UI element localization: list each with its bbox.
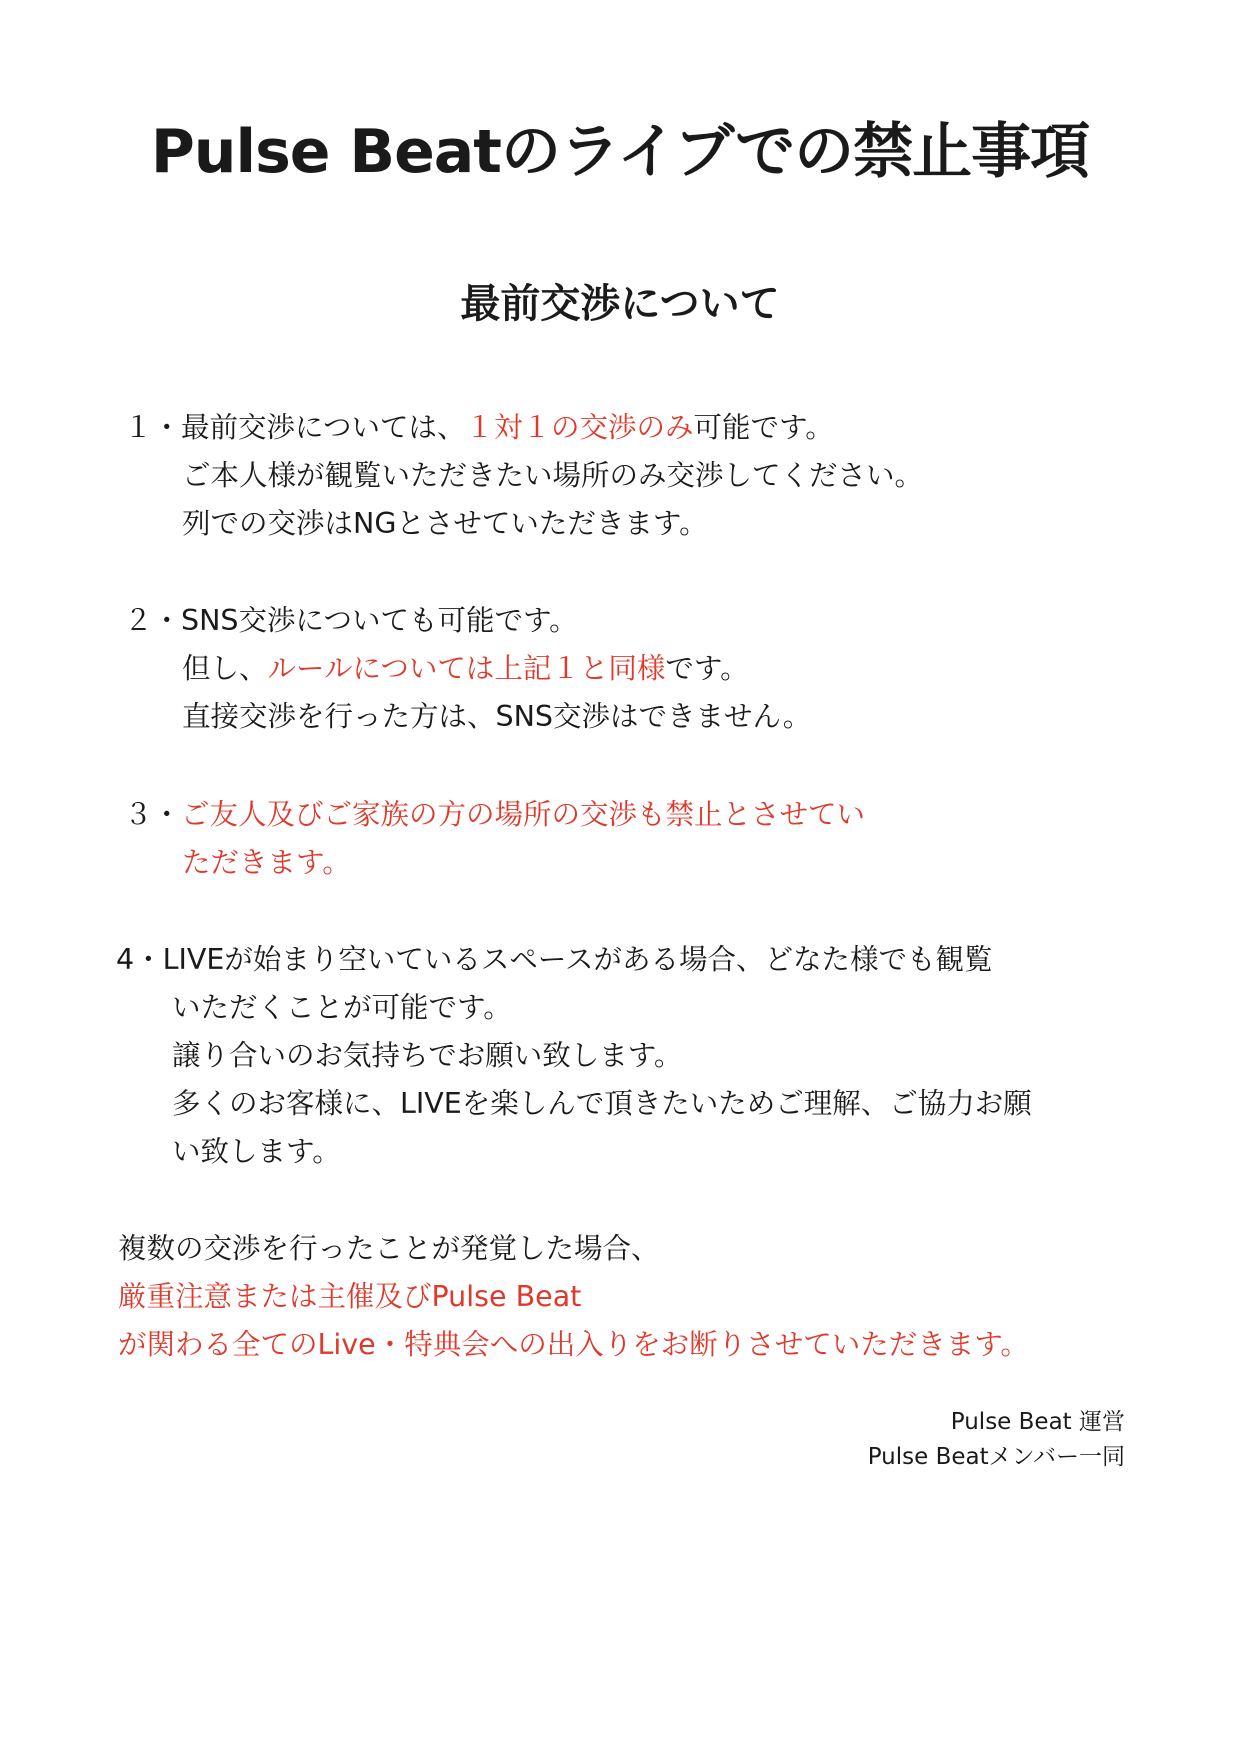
rule-item-3-line-2: ただきます。 [182,846,351,879]
rule-item-1-line-3: 列での交渉はNGとさせていただきます。 [182,507,708,540]
rule-item-4-line-1 [116,940,993,980]
rule-item-2-line-2 [182,649,749,689]
rule-highlight: １対１の交渉のみ [465,411,694,444]
rule-text: LIVEが始まり空いているスペースがある場合、どなた様でも観覧 [162,943,993,976]
rule-number: ３・ [124,798,182,831]
rule-item-4-line-5: い致します。 [172,1135,341,1168]
rule-item-2-line-1 [124,601,578,641]
closing-line-1: 複数の交渉を行ったことが発覚した場合、 [118,1232,660,1265]
page-title: Pulse Beatのライブでの禁止事項 [150,117,1090,187]
rule-number: ２・ [124,604,182,637]
rule-text: 但し、 [182,652,268,685]
rule-highlight: ご友人及びご家族の方の場所の交渉も禁止とさせてい [181,798,866,831]
rule-highlight: ルールについては上記１と同様 [267,652,666,685]
rule-number: 4・ [116,943,163,976]
rule-item-1-line-1 [124,408,834,448]
signature-line-1: Pulse Beat 運営 [950,1409,1125,1435]
section-heading: 最前交渉について [460,281,780,327]
signature-line-2: Pulse Beatメンバー一同 [867,1444,1125,1470]
closing-line-2: 厳重注意または主催及びPulse Beat [118,1280,582,1313]
rule-item-4-line-2: いただくことが可能です。 [172,991,512,1024]
rule-text: です。 [665,652,749,685]
rule-text: 最前交渉については、 [181,411,466,444]
rule-item-2-line-3: 直接交渉を行った方は、SNS交渉はできません。 [182,700,812,733]
rule-item-4-line-3: 譲り合いのお気持ちでお願い致します。 [172,1039,683,1072]
rule-item-1-line-2: ご本人様が観覧いただきたい場所のみ交渉してください。 [182,459,924,492]
rule-text: SNS交渉についても可能です。 [181,604,578,637]
rule-item-3-line-1 [124,795,865,835]
rule-text: 可能です。 [693,411,834,444]
closing-line-3: が関わる全てのLive・特典会への出入りをお断りさせていただきます。 [118,1328,1029,1361]
rule-item-4-line-4: 多くのお客様に、LIVEを楽しんで頂きたいためご理解、ご協力お願 [172,1087,1032,1120]
rule-number: １・ [124,411,182,444]
